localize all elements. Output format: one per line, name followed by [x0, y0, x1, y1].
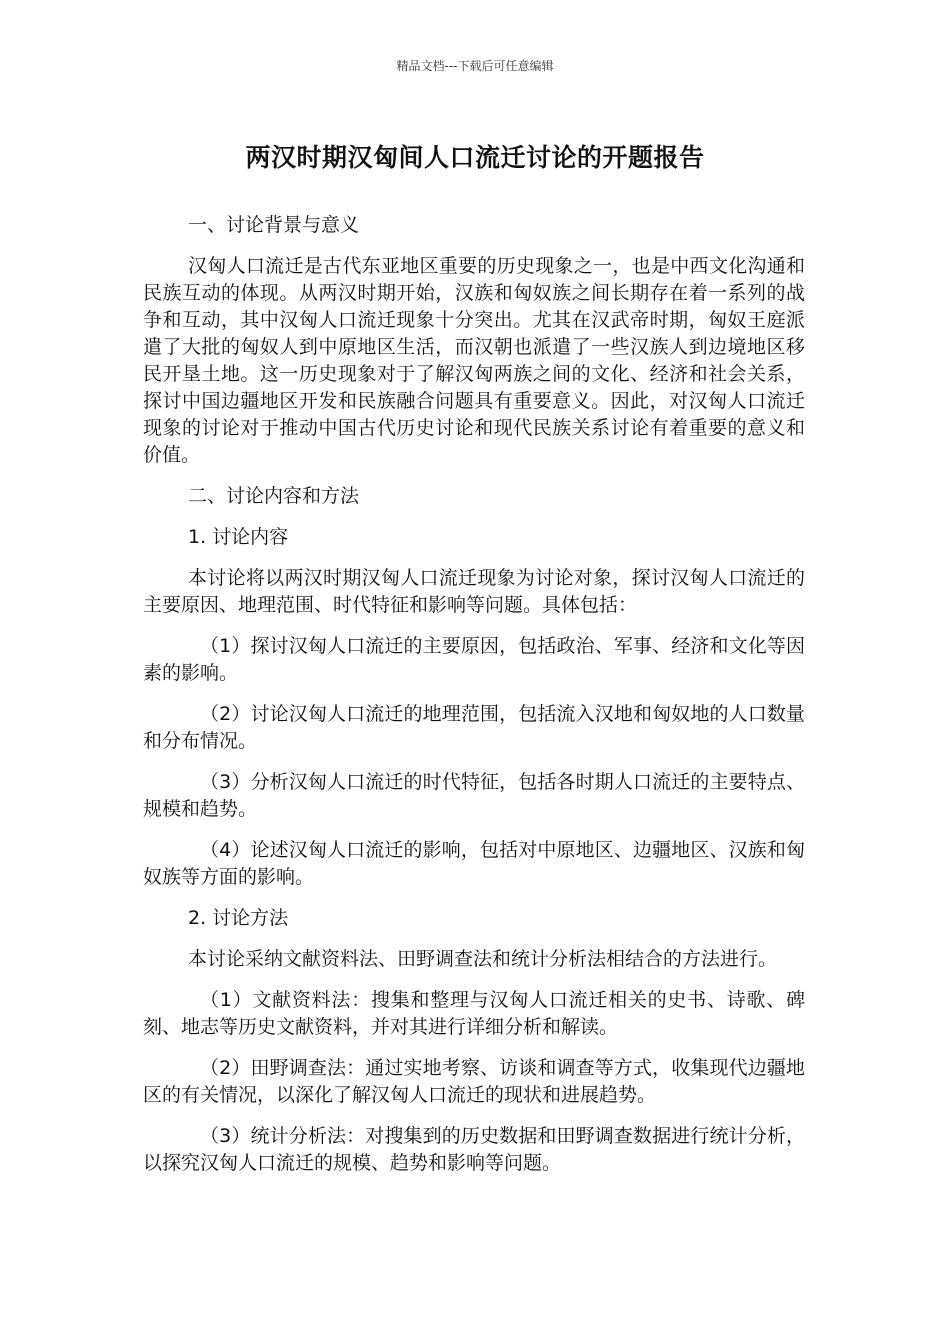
list-item-content-3: （3）分析汉匈人口流迁的时代特征，包括各时期人口流迁的主要特点、规模和趋势。 [143, 771, 805, 820]
list-item-content-4: （4）论述汉匈人口流迁的影响，包括对中原地区、边疆地区、汉族和匈奴族等方面的影响。 [143, 839, 805, 888]
list-item-content-2: （2）讨论汉匈人口流迁的地理范围，包括流入汉地和匈奴地的人口数量和分布情况。 [143, 703, 805, 752]
page-header-note: 精品文档---下载后可任意编辑 [396, 59, 554, 73]
section-heading-content-method: 二、讨论内容和方法 [188, 485, 360, 507]
paragraph-method-intro: 本讨论采纳文献资料法、田野调查法和统计分析法相结合的方法进行。 [188, 948, 778, 970]
section-heading-background: 一、讨论背景与意义 [188, 214, 360, 236]
list-item-method-3: （3）统计分析法：对搜集到的历史数据和田野调查数据进行统计分析，以探究汉匈人口流迁的规模、趋势和影响等问题。 [143, 1125, 805, 1174]
list-item-method-2: （2）田野调查法：通过实地考察、访谈和调查等方式，收集现代边疆地区的有关情况，以深化了解汉匈人口流迁的现状和进展趋势。 [143, 1057, 805, 1106]
document-body [143, 212, 805, 1191]
subsection-heading-method: 2. 讨论方法 [188, 907, 289, 929]
list-item-content-1: （1）探讨汉匈人口流迁的主要原因，包括政治、军事、经济和文化等因素的影响。 [143, 635, 805, 684]
list-item-method-1: （1）文献资料法：搜集和整理与汉匈人口流迁相关的史书、诗歌、碑刻、地志等历史文献资料，并对其进行详细分析和解读。 [143, 989, 805, 1038]
paragraph-background: 汉匈人口流迁是古代东亚地区重要的历史现象之一，也是中西文化沟通和民族互动的体现。从两汉时期开始，汉族和匈奴族之间长期存在着一系列的战争和互动，其中汉匈人口流迁现象十分突出。尤其在汉武帝时期，匈奴王庭派遣了大批的匈奴人到中原地区生活，而汉朝也派遣了一些汉族人到边境地区移民开垦土地。这一历史现象对于了解汉匈两族之间的文化、经济和社会关系，探讨中国边疆地区开发和民族融合问题具有重要意义。因此，对汉匈人口流迁现象的讨论对于推动中国古代历史讨论和现代民族关系讨论有着重要的意义和价值。 [143, 255, 805, 466]
subsection-heading-content: 1. 讨论内容 [188, 526, 289, 548]
document-title: 两汉时期汉匈间人口流迁讨论的开题报告 [245, 143, 705, 172]
paragraph-content-intro: 本讨论将以两汉时期汉匈人口流迁现象为讨论对象，探讨汉匈人口流迁的主要原因、地理范围、时代特征和影响等问题。具体包括： [143, 567, 805, 616]
